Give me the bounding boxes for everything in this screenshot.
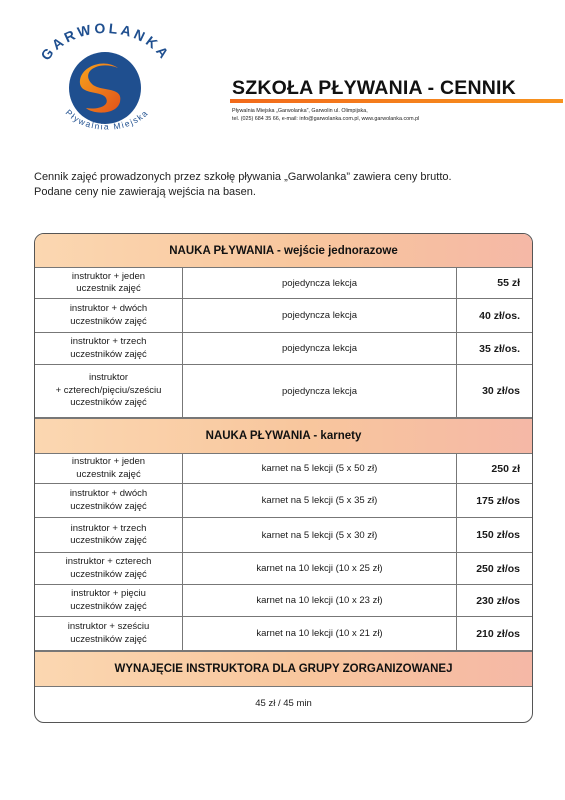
pass-type-cell: karnet na 10 lekcji (10 x 21 zł) (183, 617, 457, 650)
table-row (35, 617, 532, 651)
price-cell: 30 zł/os (482, 385, 520, 397)
participants-line: uczestników zajęć (70, 633, 147, 645)
participants-line: instruktor + dwóch (69, 303, 148, 314)
participants-line: instruktor + trzech (70, 522, 147, 534)
table-row (35, 365, 532, 418)
pass-type-cell: karnet na 5 lekcji (5 x 50 zł) (183, 454, 457, 483)
price-cell: 35 zł/os. (479, 342, 520, 355)
logo-name-text: GARWOLANKA (37, 20, 174, 64)
page-title: SZKOŁA PŁYWANIA - CENNIK (232, 77, 516, 99)
pass-type-cell: karnet na 10 lekcji (10 x 25 zł) (183, 553, 457, 584)
price-table (34, 233, 533, 723)
table-row (35, 585, 532, 617)
participants-line: instruktor + jeden (71, 456, 146, 467)
participants-line: instruktor + pięciu (71, 588, 146, 599)
participants-line: uczestników zajęć (70, 397, 147, 409)
pass-type-cell: karnet na 10 lekcji (10 x 23 zł) (183, 585, 457, 616)
participants-line: instruktor + trzech (70, 336, 147, 347)
section-header-single-entry: NAUKA PŁYWANIA - wejście jednorazowe (35, 234, 532, 268)
participants-cell (35, 484, 183, 517)
participants-cell (35, 333, 183, 364)
price-cell: 55 zł (497, 277, 520, 289)
table-row (35, 484, 532, 518)
section-header-passes: NAUKA PŁYWANIA - karnety (35, 418, 532, 454)
intro-line-2: Podane ceny nie zawierają wejścia na basen. (34, 186, 256, 198)
contact-info (232, 107, 419, 123)
title-underline (230, 99, 563, 103)
table-row (35, 553, 532, 585)
table-row (35, 299, 532, 333)
participants-cell (35, 518, 183, 552)
participants-line: uczestników zajęć (70, 500, 147, 512)
participants-cell (35, 365, 183, 417)
participants-line: uczestnik zajęć (76, 283, 141, 294)
participants-cell (35, 299, 183, 332)
pass-type-cell: karnet na 5 lekcji (5 x 35 zł) (183, 484, 457, 517)
participants-line: uczestników zajęć (70, 348, 147, 360)
price-cell: 250 zł (491, 462, 520, 475)
table-row (35, 268, 532, 299)
intro-line-1: Cennik zajęć prowadzonych przez szkołę pływania „Garwolanka” zawiera ceny brutto. (34, 171, 452, 183)
participants-line: uczestników zajęć (70, 535, 147, 546)
logo-subtitle-text: Pływalnia Miejska (63, 107, 151, 132)
price-cell: 150 zł/os (476, 529, 520, 541)
participants-line: instruktor + czterech (65, 556, 152, 567)
pass-type-cell: karnet na 5 lekcji (5 x 30 zł) (183, 518, 457, 552)
participants-line: uczestników zajęć (70, 568, 147, 580)
price-cell: 250 zł/os (476, 562, 520, 575)
participants-cell (35, 268, 183, 298)
table-row (35, 518, 532, 553)
lesson-type-cell: pojedyncza lekcja (183, 268, 457, 298)
participants-line: uczestnik zajęć (76, 468, 141, 480)
lesson-type-cell: pojedyncza lekcja (183, 299, 457, 332)
section-header-group-instructor: WYNAJĘCIE INSTRUKTORA DLA GRUPY ZORGANIZOWANEJ (35, 651, 532, 687)
participants-line: uczestników zajęć (70, 600, 147, 612)
participants-line: instruktor + jeden (71, 270, 146, 282)
group-instructor-price: 45 zł / 45 min (255, 698, 312, 709)
price-cell: 40 zł/os. (479, 309, 520, 322)
contact-line-address: Pływalnia Miejska „Garwolanka”, Garwolin ul. Olimpijska, (232, 108, 368, 114)
participants-line: instruktor (88, 372, 129, 384)
participants-line: uczestników zajęć (70, 315, 147, 327)
contact-line-phone-email: tel. (025) 684 35 66, e-mail: info@garwolanka.com.pl, www.garwolanka.com.pl (232, 116, 420, 122)
participants-cell (35, 617, 183, 650)
participants-line: + czterech/pięciu/sześciu (55, 384, 162, 396)
participants-cell (35, 553, 183, 584)
price-cell: 230 zł/os (476, 594, 520, 607)
table-row (35, 454, 532, 484)
garwolanka-logo (28, 20, 178, 135)
lesson-type-cell: pojedyncza lekcja (183, 365, 457, 417)
price-cell: 210 zł/os (476, 627, 520, 640)
participants-cell (35, 454, 183, 483)
participants-line: instruktor + dwóch (69, 488, 148, 499)
participants-line: instruktor + sześciu (67, 621, 150, 632)
intro-text (34, 170, 534, 200)
table-row (35, 333, 532, 365)
lesson-type-cell: pojedyncza lekcja (183, 333, 457, 364)
garwolanka-logo-graphic (28, 20, 178, 135)
participants-cell (35, 585, 183, 616)
price-cell: 175 zł/os (476, 494, 520, 507)
